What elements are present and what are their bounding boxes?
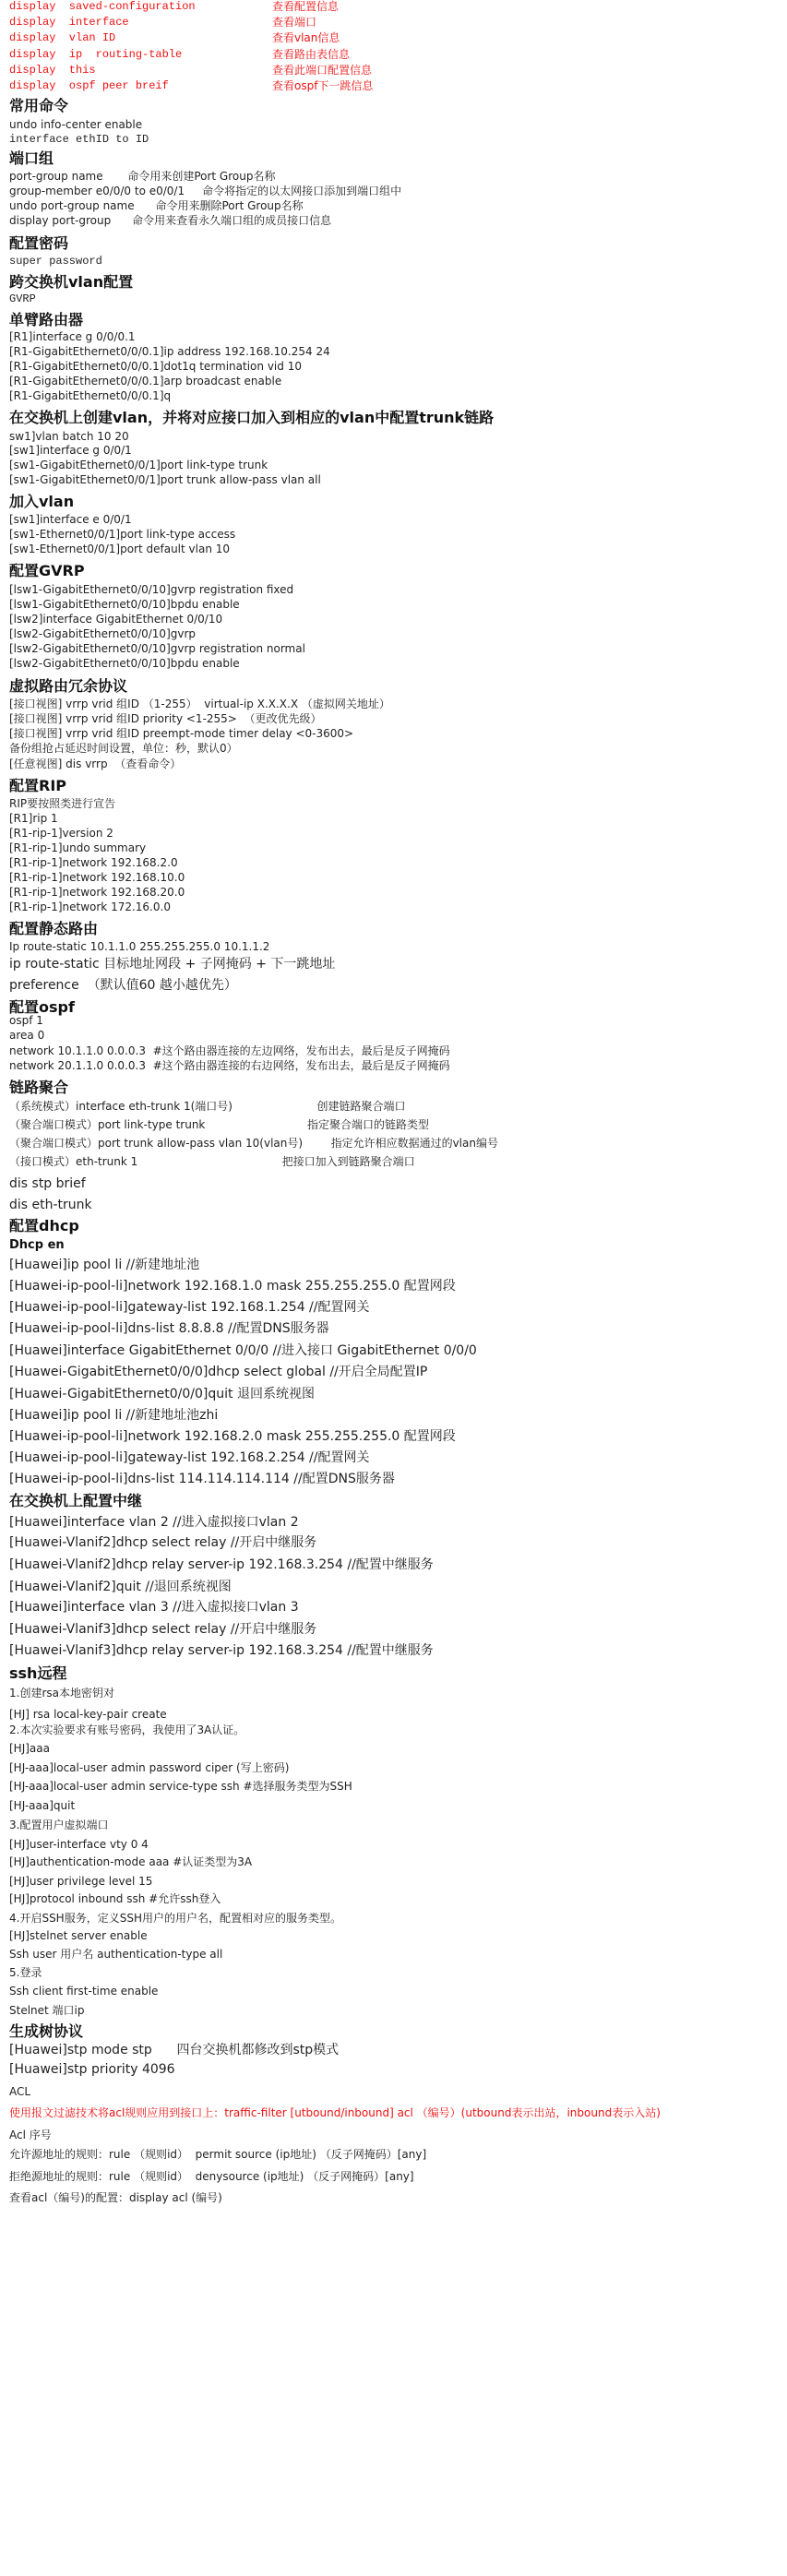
section-heading: 常用命令 <box>9 97 69 114</box>
section-heading: ssh远程 <box>9 1664 67 1682</box>
section-heading: 单臂路由器 <box>9 311 84 328</box>
text-line: [HJ] rsa local-key-pair create <box>9 1708 167 1721</box>
display-command-row <box>9 0 340 13</box>
text-line: [sw1-GigabitEthernet0/0/1]port link-type trunk <box>9 459 268 471</box>
section-heading: 加入vlan <box>9 493 75 510</box>
command-line: dis stp brief <box>9 1176 86 1191</box>
text-line: RIP要按照类进行宣告 <box>9 797 116 810</box>
text-line: 查看acl（编号)的配置：display acl (编号) <box>9 2191 222 2204</box>
text-line: [接口视图] vrrp vrid 组ID （1-255） virtual-ip X.X.X.X （虚拟网关地址） <box>9 698 390 710</box>
text-line: （接口模式）eth-trunk 1 把接口加入到链路聚合端口 <box>9 1155 415 1168</box>
text-line: [HJ-aaa]local-user admin service-type ssh #选择服务类型为SSH <box>9 1780 352 1793</box>
text-line: Ip route-static 10.1.1.0 255.255.255.0 10.1.1.2 <box>9 940 270 953</box>
text-line: [HJ]protocol inbound ssh #允许ssh登入 <box>9 1892 221 1905</box>
text-line: [sw1]interface e 0/0/1 <box>9 513 132 526</box>
text-line: [HJ]aaa <box>9 1742 50 1755</box>
text-line: [HJ]user privilege level 15 <box>9 1875 153 1888</box>
display-command-row <box>9 48 351 61</box>
text-line: （聚合端口模式）port link-type trunk 指定聚合端口的链路类型 <box>9 1118 430 1131</box>
text-line: Ssh client first-time enable <box>9 1985 159 1998</box>
text-line: （系统模式）interface eth-trunk 1(端口号) 创建链路聚合端口 <box>9 1100 406 1113</box>
command-line: preference （默认值60 越小越优先） <box>9 978 237 993</box>
text-line: 1.创建rsa本地密钥对 <box>9 1687 114 1699</box>
text-line: [lsw1-GigabitEthernet0/0/10]bpdu enable <box>9 598 240 611</box>
section-heading: 虚拟路由冗余协议 <box>9 677 128 695</box>
text-line: undo info-center enable <box>9 118 143 131</box>
text-line: 允许源地址的规则：rule （规则id） permit source (ip地址) （反子网掩码）[any] <box>9 2148 427 2161</box>
command-line: [Huawei-ip-pool-li]gateway-list 192.168.2.254 //配置网关 <box>9 1450 370 1465</box>
display-command-text: display ospf peer breif <box>9 79 169 92</box>
text-line: [R1-rip-1]network 192.168.2.0 <box>9 856 178 869</box>
text-line: [HJ]user-interface vty 0 4 <box>9 1838 149 1851</box>
code-line: super password <box>9 255 102 268</box>
section-heading: 配置ospf <box>9 998 75 1016</box>
text-line: [sw1-GigabitEthernet0/0/1]port trunk allow-pass vlan all <box>9 473 321 486</box>
display-command-description: 查看路由表信息 <box>272 48 351 61</box>
section-heading: 配置dhcp <box>9 1217 79 1234</box>
text-line: 2.本次实验要求有账号密码，我使用了3A认证。 <box>9 1723 245 1736</box>
text-line: [R1-rip-1]network 172.16.0.0 <box>9 900 171 913</box>
text-line: 5.登录 <box>9 1966 42 1979</box>
text-line: [R1-GigabitEthernet0/0/0.1]arp broadcast enable <box>9 375 282 388</box>
command-line: [Huawei]stp priority 4096 <box>9 2062 175 2077</box>
text-line: [R1]interface g 0/0/0.1 <box>9 330 136 343</box>
highlight-line: 使用报文过滤技术将acl规则应用到接口上：traffic-filter [utbound/inbound] acl （编号）(utbound表示出站，inbound表示入站) <box>9 2106 661 2119</box>
text-line: display port-group 命令用来查看永久端口组的成员接口信息 <box>9 214 332 227</box>
section-heading: 跨交换机vlan配置 <box>9 273 134 291</box>
display-command-text: display interface <box>9 16 129 29</box>
text-line: [接口视图] vrrp vrid 组ID preempt-mode timer delay <0-3600> <box>9 727 354 740</box>
text-line: [HJ]authentication-mode aaa #认证类型为3A <box>9 1855 253 1868</box>
text-line: Ssh user 用户名 authentication-type all <box>9 1948 223 1961</box>
command-line: [Huawei-Vlanif3]dhcp select relay //开启中继服务 <box>9 1622 317 1637</box>
command-line: [Huawei-Vlanif2]quit //退回系统视图 <box>9 1580 232 1594</box>
command-line: [Huawei-ip-pool-li]network 192.168.1.0 mask 255.255.255.0 配置网段 <box>9 1279 456 1294</box>
text-line: 4.开启SSH服务，定义SSH用户的用户名，配置相对应的服务类型。 <box>9 1912 341 1925</box>
text-line: [R1-GigabitEthernet0/0/0.1]q <box>9 389 172 402</box>
display-command-row <box>9 31 340 44</box>
text-line: 备份组抢占延迟时间设置，单位：秒，默认0） <box>9 742 238 755</box>
display-command-text: display saved-configuration <box>9 0 196 13</box>
text-line: [HJ]stelnet server enable <box>9 1929 148 1942</box>
display-command-description: 查看vlan信息 <box>272 31 340 44</box>
code-line: GVRP <box>9 292 36 305</box>
display-command-row <box>9 16 317 29</box>
command-line: [Huawei]ip pool li //新建地址池zhi <box>9 1408 219 1423</box>
display-command-text: display vlan ID <box>9 31 116 44</box>
command-line: [Huawei-ip-pool-li]dns-list 8.8.8.8 //配置DNS服务器 <box>9 1321 329 1336</box>
section-heading: 配置RIP <box>9 777 67 794</box>
command-line: [Huawei-ip-pool-li]network 192.168.2.0 mask 255.255.255.0 配置网段 <box>9 1429 456 1444</box>
display-command-row <box>9 79 374 92</box>
text-line: [lsw1-GigabitEthernet0/0/10]gvrp registration fixed <box>9 583 294 596</box>
command-line: [Huawei]interface vlan 2 //进入虚拟接口vlan 2 <box>9 1515 299 1530</box>
command-line: ip route-static 目标地址网段 + 子网掩码 + 下一跳地址 <box>9 957 336 972</box>
text-line: [lsw2]interface GigabitEthernet 0/0/10 <box>9 613 223 626</box>
command-line: [Huawei-ip-pool-li]dns-list 114.114.114.114 //配置DNS服务器 <box>9 1472 395 1486</box>
text-line: [R1-rip-1]undo summary <box>9 841 147 854</box>
text-line: [R1]rip 1 <box>9 812 58 825</box>
section-heading: 端口组 <box>9 149 54 167</box>
text-line: [接口视图] vrrp vrid 组ID priority <1-255> （更改优先级） <box>9 712 322 725</box>
text-line: 拒绝源地址的规则：rule （规则id） denysource (ip地址) （反子网掩码）[any] <box>9 2170 414 2183</box>
text-line: ACL <box>9 2085 31 2098</box>
text-line: [lsw2-GigabitEthernet0/0/10]gvrp registration normal <box>9 642 305 655</box>
section-heading: 配置静态路由 <box>9 920 99 937</box>
section-heading: 生成树协议 <box>9 2022 84 2040</box>
section-heading: 在交换机上配置中继 <box>9 1492 143 1509</box>
text-line: sw1]vlan batch 10 20 <box>9 430 129 443</box>
command-line: [Huawei-Vlanif2]dhcp select relay //开启中继服务 <box>9 1535 317 1550</box>
command-line: [Huawei-GigabitEthernet0/0/0]dhcp select global //开启全局配置IP <box>9 1365 428 1379</box>
text-line: [R1-rip-1]network 192.168.20.0 <box>9 886 185 899</box>
command-line: [Huawei-Vlanif3]dhcp relay server-ip 192.168.3.254 //配置中继服务 <box>9 1643 434 1658</box>
text-line: 3.配置用户虚拟端口 <box>9 1819 109 1831</box>
text-line: [sw1-Ethernet0/0/1]port default vlan 10 <box>9 543 231 555</box>
text-line: [R1-rip-1]network 192.168.10.0 <box>9 871 185 884</box>
display-command-row <box>9 64 373 77</box>
text-line: [R1-rip-1]version 2 <box>9 827 113 840</box>
command-line: [Huawei]stp mode stp 四台交换机都修改到stp模式 <box>9 2043 340 2057</box>
text-line: [sw1]interface g 0/0/1 <box>9 444 132 457</box>
section-heading: 配置密码 <box>9 234 69 252</box>
text-line: Stelnet 端口ip <box>9 2004 85 2017</box>
text-line: area 0 <box>9 1029 45 1042</box>
text-line: [sw1-Ethernet0/0/1]port link-type access <box>9 528 236 541</box>
command-line: [Huawei]ip pool li //新建地址池 <box>9 1258 200 1272</box>
command-line: [Huawei-GigabitEthernet0/0/0]quit 退回系统视图 <box>9 1387 315 1401</box>
section-heading: 在交换机上创建vlan，并将对应接口加入到相应的vlan中配置trunk链路 <box>9 409 495 426</box>
text-line: network 10.1.1.0 0.0.0.3 #这个路由器连接的左边网络，发布出去，最后是反子网掩码 <box>9 1044 450 1057</box>
text-line: [lsw2-GigabitEthernet0/0/10]bpdu enable <box>9 657 240 670</box>
text-line: [lsw2-GigabitEthernet0/0/10]gvrp <box>9 627 197 640</box>
display-command-description: 查看端口 <box>272 16 317 29</box>
text-line: [任意视图] dis vrrp （查看命令） <box>9 757 182 770</box>
text-line: [R1-GigabitEthernet0/0/0.1]dot1q termination vid 10 <box>9 360 302 373</box>
display-command-text: display this <box>9 64 96 77</box>
display-command-text: display ip routing-table <box>9 48 183 61</box>
code-line: interface ethID to ID <box>9 133 149 146</box>
section-heading: 配置GVRP <box>9 562 85 579</box>
display-command-description: 查看ospf下一跳信息 <box>272 79 374 92</box>
command-line: [Huawei-ip-pool-li]gateway-list 192.168.1.254 //配置网关 <box>9 1300 370 1315</box>
text-line: [R1-GigabitEthernet0/0/0.1]ip address 192.168.10.254 24 <box>9 345 330 358</box>
display-command-description: 查看配置信息 <box>272 0 340 13</box>
text-line: （聚合端口模式）port trunk allow-pass vlan 10(vlan号) 指定允许相应数据通过的vlan编号 <box>9 1137 498 1150</box>
text-line: [HJ-aaa]quit <box>9 1799 76 1812</box>
text-line: group-member e0/0/0 to e0/0/1 命令将指定的以太网接口添加到端口组中 <box>9 185 402 197</box>
text-line: ospf 1 <box>9 1014 43 1027</box>
text-line: Acl 序号 <box>9 2129 52 2141</box>
display-command-description: 查看此端口配置信息 <box>272 64 373 77</box>
section-heading: 链路聚合 <box>9 1079 69 1096</box>
command-line: dis eth-trunk <box>9 1198 92 1212</box>
command-line: [Huawei]interface GigabitEthernet 0/0/0 //进入接口 GigabitEthernet 0/0/0 <box>9 1343 477 1358</box>
command-line: [Huawei-Vlanif2]dhcp relay server-ip 192.168.3.254 //配置中继服务 <box>9 1557 434 1572</box>
text-line: port-group name 命令用来创建Port Group名称 <box>9 170 276 183</box>
text-line: undo port-group name 命令用来删除Port Group名称 <box>9 199 304 212</box>
text-line: [HJ-aaa]local-user admin password ciper (写上密码) <box>9 1761 290 1774</box>
sub-heading: Dhcp en <box>9 1238 65 1252</box>
command-line: [Huawei]interface vlan 3 //进入虚拟接口vlan 3 <box>9 1600 299 1615</box>
text-line: network 20.1.1.0 0.0.0.3 #这个路由器连接的右边网络，发布出去，最后是反子网掩码 <box>9 1059 450 1072</box>
